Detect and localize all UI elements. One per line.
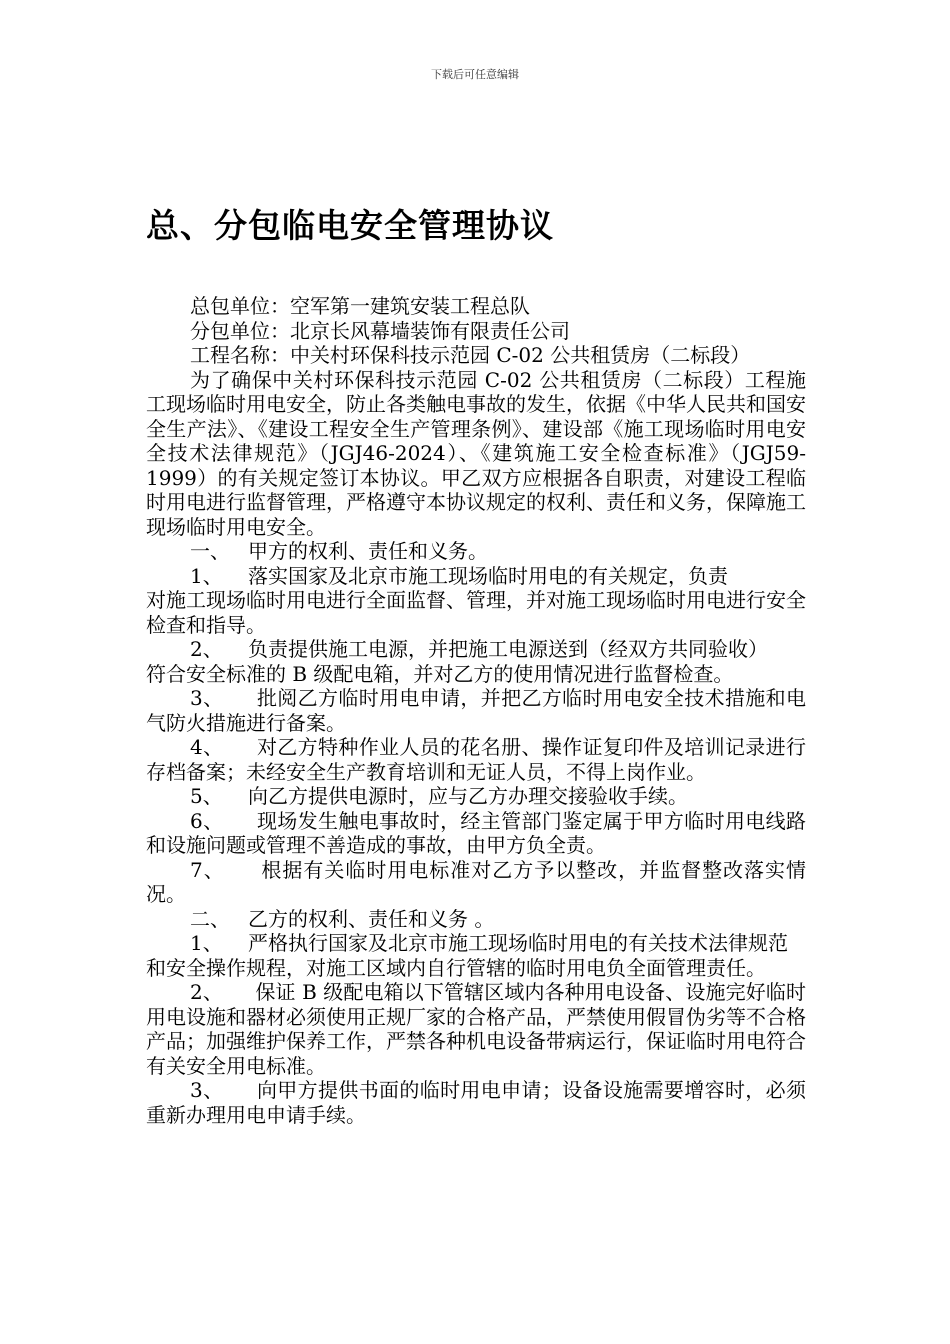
list-item: 3、 批阅乙方临时用电申请，并把乙方临时用电安全技术措施和电气防火措施进行备案。 [146, 686, 806, 735]
list-item-continuation: 和安全操作规程，对施工区域内自行管辖的临时用电负全面管理责任。 [146, 955, 766, 980]
list-item: 5、 向乙方提供电源时，应与乙方办理交接验收手续。 [190, 784, 688, 808]
list-item: 6、 现场发生触电事故时，经主管部门鉴定属于甲方临时用电线路和设施问题或管理不善造成的事故，由甲方负全责。 [146, 808, 806, 857]
list-item: 2、 保证 B 级配电箱以下管辖区域内各种用电设备、设施完好临时用电设施和器材必须使用正规厂家的合格产品，严禁使用假冒伪劣等不合格产品；加强维护保养工作，严禁各种机电设备带病运行，保证临时用电符合有关安全用电标准。 [146, 980, 806, 1078]
project-name-line: 工程名称：中关村环保科技示范园 C-02 公共租赁房（二标段） [190, 343, 751, 367]
list-item: 2、 负责提供施工电源，并把施工电源送到（经双方共同验收） [190, 637, 768, 661]
list-item: 1、 落实国家及北京市施工现场临时用电的有关规定，负责 [190, 563, 728, 588]
list-item: 7、 根据有关临时用电标准对乙方予以整改，并监督整改落实情况。 [146, 857, 807, 906]
list-item: 1、 严格执行国家及北京市施工现场临时用电的有关技术法律规范 [190, 931, 788, 955]
general-contractor-line: 总包单位：空军第一建筑安装工程总队 [190, 294, 530, 318]
list-item-continuation: 对施工现场临时用电进行全面监督、管理，并对施工现场临时用电进行安全检查和指导。 [146, 588, 806, 637]
list-item: 4、 对乙方特种作业人员的花名册、操作证复印件及培训记录进行存档备案；未经安全生产教育培训和无证人员，不得上岗作业。 [146, 735, 806, 784]
list-item-continuation: 符合安全标准的 B 级配电箱，并对乙方的使用情况进行监督检查。 [146, 661, 734, 686]
list-item: 3、 向甲方提供书面的临时用电申请；设备设施需要增容时，必须重新办理用电申请手续。 [146, 1078, 806, 1127]
document-body [146, 294, 806, 1127]
header-note: 下载后可任意编辑 [431, 68, 519, 81]
document-title: 总、分包临电安全管理协议 [146, 206, 554, 245]
subcontractor-line: 分包单位：北京长风幕墙装饰有限责任公司 [190, 318, 570, 343]
section-heading-1: 一、 甲方的权利、责任和义务。 [190, 539, 488, 563]
section-heading-2: 二、 乙方的权利、责任和义务 。 [190, 906, 495, 931]
intro-paragraph: 为了确保中关村环保科技示范园 C-02 公共租赁房（二标段）工程施工现场临时用电安全，防止各类触电事故的发生，依据《中华人民共和国安全生产法》、《建设工程安全生产管理条例》、建设部《施工现场临时用电安全技术法律规范》（JGJ46-2024）、《建筑施工安全检查标准》（JGJ59-1999）的有关规定签订本协议。甲乙双方应根据各自职责，对建设工程临时用电进行监督管理，严格遵守本协议规定的权利、责任和义务，保障施工现场临时用电安全。 [146, 367, 806, 539]
